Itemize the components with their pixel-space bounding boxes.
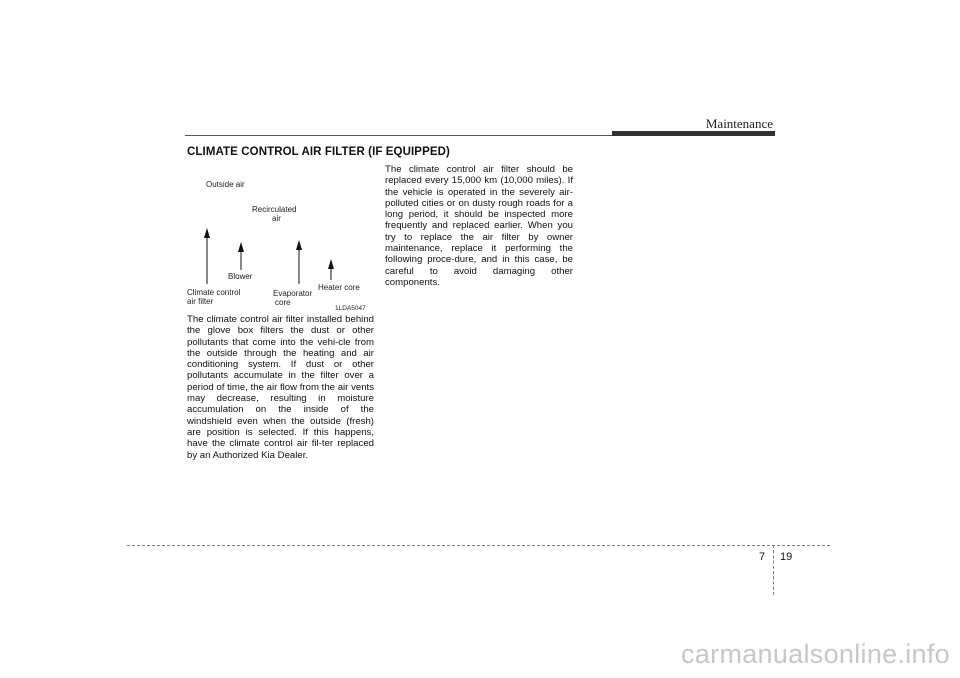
page-header-title: Maintenance — [705, 116, 773, 131]
label-heater-core: Heater core — [318, 283, 360, 292]
label-evaporator: Evaporator — [273, 289, 313, 298]
figure-code: 1LDA5047 — [335, 305, 366, 312]
diagram-figure — [185, 172, 375, 314]
body-paragraph-right: The climate control air filter should be replaced every 15,000 km (10,000 miles). If the vehicle is operated in the severely air-polluted cities or on dusty rough roads for a long period, it should be inspected more frequently and replaced earlier. When you try to replace the air filter by owner maintenance, replace it performing the following proce-dure, and in this case, be careful to avoid damaging other components. — [385, 164, 573, 288]
label-climate-filter: Climate control — [187, 288, 241, 297]
label-blower: Blower — [228, 272, 253, 281]
label-recirculated-air: air — [272, 214, 281, 223]
footer-rule-vertical — [773, 545, 774, 595]
header-rule-accent — [612, 131, 775, 136]
arrow-heater-core — [328, 259, 334, 280]
page-chapter: 7 — [759, 551, 766, 563]
section-title: CLIMATE CONTROL AIR FILTER (IF EQUIPPED) — [187, 146, 450, 158]
page-number: 19 — [780, 551, 793, 563]
label-climate-filter-2: air filter — [187, 297, 214, 306]
footer-rule — [127, 545, 830, 546]
arrow-climate-filter — [204, 228, 210, 284]
arrow-blower — [238, 242, 244, 270]
label-outside-air: Outside air — [206, 180, 245, 189]
body-paragraph-left: The climate control air filter installed behind the glove box filters the dust or other pollutants that come into the vehi-cle from the outside through the heating and air conditioning system. If dust or other pollutants accumulate in the filter over a period of time, the air flow from the air vents may decrease, resulting in moisture accumulation on the inside of the windshield even when the outside (fresh) are position is selected. If this happens, have the climate control air fil-ter replaced by an Authorized Kia Dealer. — [187, 314, 374, 461]
watermark: carmanualsonline.info — [681, 639, 950, 669]
label-recirculated: Recirculated — [252, 205, 297, 214]
arrow-evaporator — [296, 240, 302, 284]
label-evaporator-core: core — [275, 298, 291, 307]
